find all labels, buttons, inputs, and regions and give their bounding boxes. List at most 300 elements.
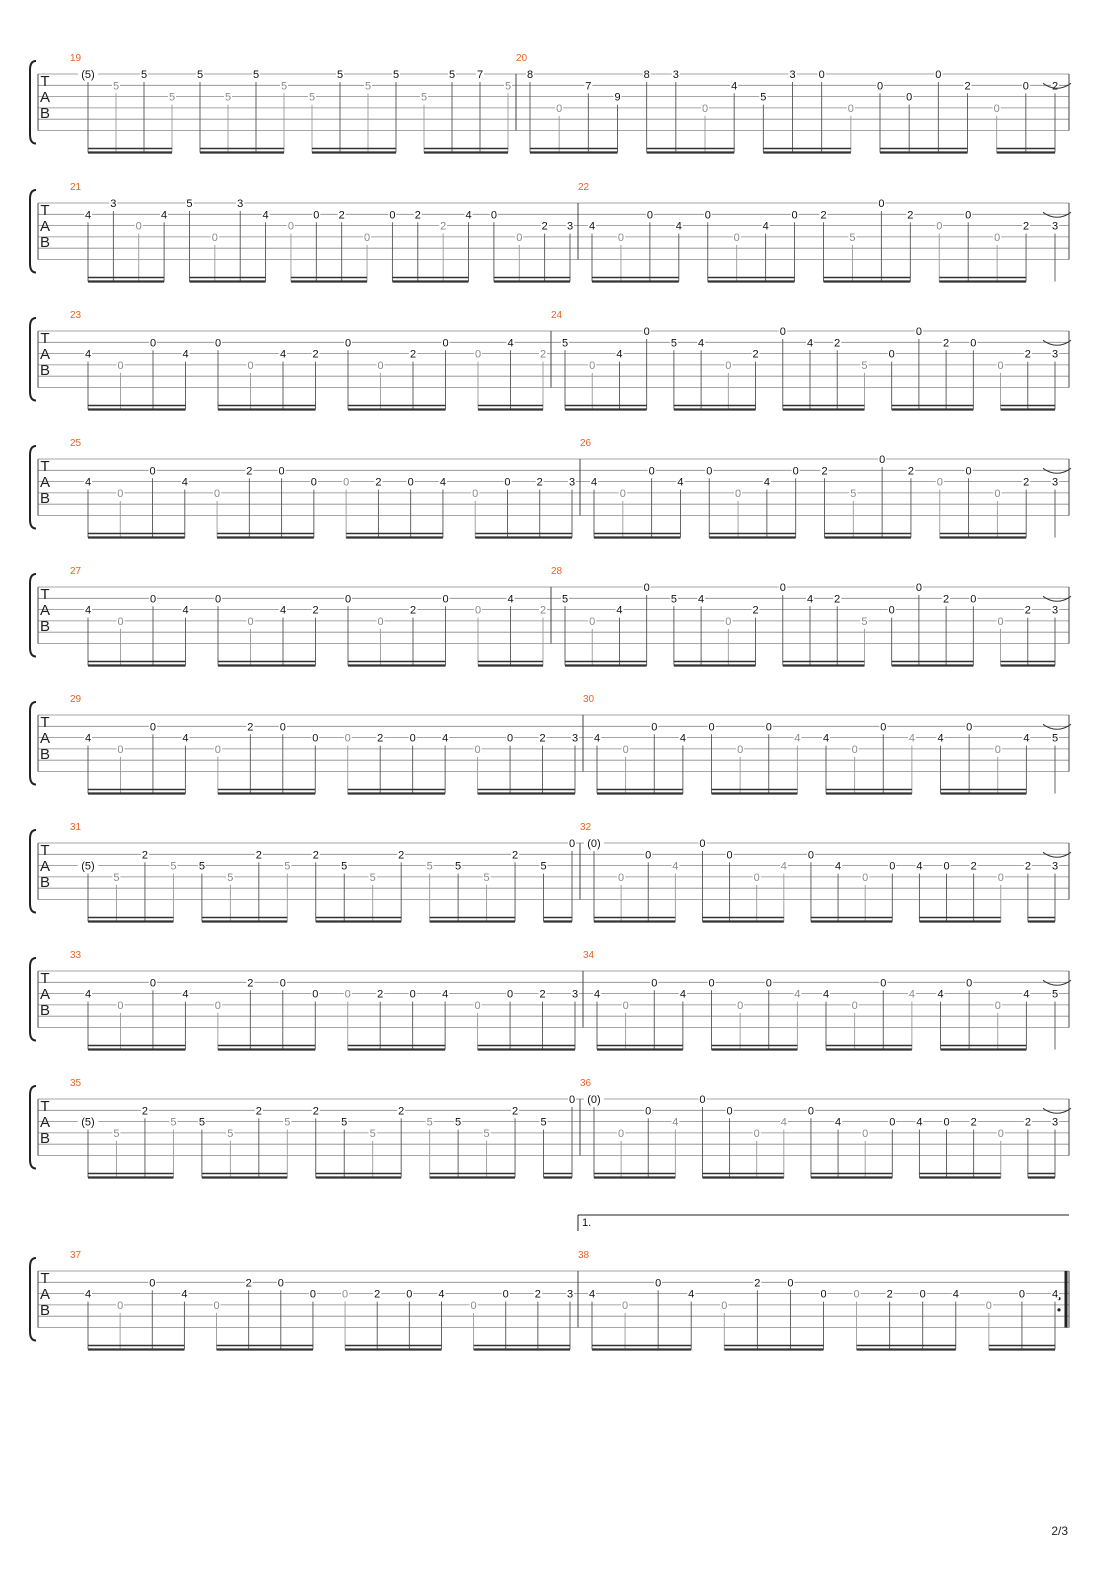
fret-number: 5 bbox=[224, 91, 232, 104]
fret-number: 0 bbox=[645, 1105, 652, 1118]
fret-number: 4 bbox=[1023, 988, 1030, 1001]
fret-number: 0 bbox=[117, 1299, 124, 1312]
fret-number: 4 bbox=[593, 988, 601, 1001]
fret-number: 2 bbox=[374, 1288, 381, 1301]
fret-number: 0 bbox=[853, 1288, 860, 1301]
fret-number: 0 bbox=[787, 1277, 794, 1290]
fret-number: 0 bbox=[943, 860, 950, 873]
fret-number: 0 bbox=[765, 977, 772, 990]
fret-number: 0 bbox=[862, 1127, 869, 1140]
fret-number: 3 bbox=[1051, 604, 1059, 617]
fret-number: 4 bbox=[590, 476, 598, 489]
fret-number: 0 bbox=[149, 465, 156, 478]
fret-number: 2 bbox=[907, 465, 914, 478]
fret-number: 4 bbox=[763, 476, 770, 489]
fret-number: 0 bbox=[997, 871, 1004, 884]
tie-arc bbox=[1043, 468, 1071, 473]
measure bbox=[580, 1078, 1059, 1178]
fret-number: 5 bbox=[540, 860, 547, 873]
fret-number: 5 bbox=[420, 91, 428, 104]
tab-system bbox=[30, 566, 1071, 666]
fret-number: 3 bbox=[1051, 476, 1059, 489]
fret-number: 2 bbox=[398, 849, 405, 862]
fret-number: 2 bbox=[943, 593, 950, 606]
fret-number: 0 bbox=[474, 604, 482, 617]
fret-number: 4 bbox=[181, 476, 188, 489]
fret-number: 2 bbox=[1024, 604, 1031, 617]
fret-number: 0 bbox=[507, 732, 514, 745]
measure-number: 21 bbox=[70, 182, 82, 193]
fret-number: 3 bbox=[566, 1288, 574, 1301]
fret-number: 0 bbox=[312, 732, 319, 745]
fret-number: 3 bbox=[1051, 348, 1059, 361]
fret-number: 5 bbox=[670, 337, 677, 350]
system-brace bbox=[30, 702, 36, 785]
fret-number: 0 bbox=[214, 337, 222, 350]
fret-number: 0 bbox=[474, 999, 481, 1012]
fret-number: 4 bbox=[438, 1288, 445, 1301]
fret-number: 4 bbox=[679, 732, 686, 745]
measure-number: 24 bbox=[551, 310, 563, 321]
tab-letter: B bbox=[39, 874, 51, 891]
fret-number: 0 bbox=[589, 359, 596, 372]
fret-number: 0 bbox=[889, 1116, 896, 1129]
fret-number: 4 bbox=[507, 593, 514, 606]
fret-number: 4 bbox=[84, 604, 92, 617]
measure-number: 34 bbox=[583, 950, 595, 961]
fret-number: 4 bbox=[507, 337, 514, 350]
fret-number: 0 bbox=[645, 849, 652, 862]
measure bbox=[551, 310, 1059, 410]
fret-number: 0 bbox=[568, 838, 576, 850]
tab-letter: T bbox=[40, 970, 50, 987]
fret-number: 0 bbox=[994, 743, 1001, 756]
system-brace bbox=[30, 574, 36, 657]
fret-number: 0 bbox=[965, 209, 972, 222]
fret-number: 2 bbox=[312, 604, 319, 617]
fret-number: 5 bbox=[540, 1116, 547, 1129]
fret-number: 0 bbox=[622, 1299, 629, 1312]
measure-number: 28 bbox=[551, 566, 563, 577]
fret-number: 0 bbox=[906, 91, 913, 104]
fret-number: 2 bbox=[440, 220, 447, 233]
fret-number: 0 bbox=[851, 743, 858, 756]
fret-number: 3 bbox=[237, 198, 244, 210]
measure-number: 35 bbox=[70, 1078, 82, 1089]
fret-number: 2 bbox=[338, 209, 345, 222]
fret-number: 2 bbox=[821, 465, 828, 478]
fret-number: 5 bbox=[113, 1127, 120, 1140]
system-brace bbox=[30, 830, 36, 913]
tab-letter: B bbox=[39, 490, 51, 507]
fret-number: 0 bbox=[344, 593, 352, 606]
fret-number: 5 bbox=[196, 69, 204, 81]
fret-number: 0 bbox=[919, 1288, 926, 1301]
fret-number: 5 bbox=[252, 69, 260, 81]
measure bbox=[70, 694, 579, 794]
fret-number: 5 bbox=[561, 337, 569, 350]
fret-number: 4 bbox=[698, 593, 705, 606]
fret-number: 0 bbox=[936, 476, 943, 489]
fret-number: 0 bbox=[936, 220, 943, 233]
tab-letter: T bbox=[40, 714, 50, 731]
fret-number: 5 bbox=[280, 80, 288, 93]
fret-number: 4 bbox=[439, 476, 446, 489]
fret-number: 0 bbox=[279, 721, 286, 734]
fret-number: 2 bbox=[409, 604, 417, 617]
fret-number: 5 bbox=[455, 860, 462, 873]
fret-number: 0 bbox=[725, 359, 732, 372]
fret-number: 3 bbox=[568, 476, 576, 489]
fret-number: 4 bbox=[952, 1288, 959, 1301]
fret-number: 0 bbox=[377, 359, 384, 372]
fret-number: 2 bbox=[141, 1105, 149, 1118]
measure bbox=[583, 694, 1059, 794]
fret-number: 0 bbox=[970, 337, 977, 350]
fret-number: 0 bbox=[847, 102, 854, 115]
fret-number: 4 bbox=[182, 348, 189, 361]
fret-number: 0 bbox=[622, 743, 629, 756]
measure-number: 20 bbox=[516, 53, 528, 64]
fret-number: 4 bbox=[780, 860, 787, 873]
fret-number: 0 bbox=[247, 359, 254, 372]
tab-system bbox=[30, 950, 1071, 1050]
tab-letter: A bbox=[39, 1286, 51, 1303]
fret-number: 0 bbox=[149, 593, 157, 606]
fret-number: 0 bbox=[646, 209, 653, 222]
fret-number: 4 bbox=[84, 1288, 92, 1301]
fret-number: 0 bbox=[737, 743, 744, 756]
fret-number: 0 bbox=[442, 337, 449, 350]
fret-number: 0 bbox=[699, 1094, 706, 1106]
fret-number: 0 bbox=[618, 871, 625, 884]
fret-number: 0 bbox=[807, 849, 815, 862]
fret-number: 0 bbox=[618, 1127, 625, 1140]
fret-number: 4 bbox=[688, 1288, 695, 1301]
fret-number: 2 bbox=[834, 593, 841, 606]
fret-number: 0 bbox=[214, 743, 221, 756]
fret-number: (5) bbox=[81, 1116, 95, 1129]
fret-number: 4 bbox=[1023, 732, 1030, 745]
fret-number: 4 bbox=[84, 209, 92, 222]
fret-number: 2 bbox=[907, 209, 914, 222]
fret-number: 4 bbox=[698, 337, 705, 350]
fret-number: 0 bbox=[213, 1299, 220, 1312]
fret-number: 0 bbox=[278, 465, 285, 478]
fret-number: 0 bbox=[965, 465, 972, 478]
fret-number: 5 bbox=[170, 1116, 177, 1129]
fret-number: 0 bbox=[993, 102, 1000, 115]
repeat-dot bbox=[1057, 1308, 1060, 1311]
fret-number: 0 bbox=[344, 988, 351, 1001]
fret-number: 0 bbox=[643, 326, 650, 338]
measure bbox=[578, 182, 1059, 282]
system-brace bbox=[30, 1086, 36, 1169]
tab-letter: A bbox=[39, 474, 51, 491]
fret-number: 0 bbox=[313, 209, 320, 222]
fret-number: 0 bbox=[568, 1094, 576, 1106]
measure bbox=[583, 950, 1059, 1050]
fret-number: 5 bbox=[849, 231, 856, 244]
fret-number: 2 bbox=[752, 604, 759, 617]
fret-number: 4 bbox=[616, 348, 623, 361]
fret-number: 0 bbox=[862, 871, 869, 884]
fret-number: 3 bbox=[1051, 1116, 1059, 1129]
tab-letter: T bbox=[40, 458, 50, 475]
fret-number: 0 bbox=[879, 454, 886, 466]
tab-letter: A bbox=[39, 986, 51, 1003]
tie-arc bbox=[1043, 212, 1071, 217]
tie-arc bbox=[1043, 852, 1071, 857]
fret-number: 5 bbox=[341, 860, 348, 873]
measure bbox=[551, 566, 1059, 666]
fret-number: 8 bbox=[643, 69, 650, 81]
fret-number: 0 bbox=[970, 593, 977, 606]
fret-number: 4 bbox=[84, 732, 92, 745]
fret-number: 0 bbox=[851, 999, 858, 1012]
fret-number: 2 bbox=[398, 1105, 405, 1118]
fret-number: 0 bbox=[997, 615, 1004, 628]
fret-number: 0 bbox=[643, 582, 650, 594]
fret-number: 2 bbox=[414, 209, 421, 222]
measure bbox=[70, 438, 576, 538]
fret-number: 0 bbox=[701, 102, 709, 115]
measure-number: 30 bbox=[583, 694, 595, 705]
measure-number: 29 bbox=[70, 694, 82, 705]
fret-number: 2 bbox=[377, 732, 384, 745]
fret-number: 0 bbox=[312, 988, 319, 1001]
fret-number: 0 bbox=[997, 1127, 1004, 1140]
fret-number: 0 bbox=[985, 1299, 992, 1312]
fret-number: 0 bbox=[753, 1127, 760, 1140]
fret-number: 2 bbox=[247, 977, 254, 990]
fret-number: 0 bbox=[994, 487, 1001, 500]
tab-letter: T bbox=[40, 202, 50, 219]
fret-number: 0 bbox=[651, 721, 658, 734]
fret-number: 2 bbox=[1024, 1116, 1031, 1129]
fret-number: 0 bbox=[343, 476, 350, 489]
fret-number: 0 bbox=[966, 721, 973, 734]
tab-letter: B bbox=[39, 105, 51, 122]
system-brace bbox=[30, 318, 36, 401]
fret-number: 0 bbox=[149, 1277, 156, 1290]
fret-number: 0 bbox=[876, 80, 884, 93]
measure bbox=[70, 53, 512, 153]
measure bbox=[70, 822, 576, 922]
fret-number: 5 bbox=[561, 593, 569, 606]
fret-number: 5 bbox=[760, 91, 767, 104]
tab-system bbox=[30, 1215, 1069, 1350]
fret-number: 4 bbox=[834, 860, 842, 873]
fret-number: (0) bbox=[587, 838, 601, 850]
fret-number: 0 bbox=[880, 977, 887, 990]
fret-number: 4 bbox=[937, 732, 944, 745]
fret-number: 4 bbox=[937, 988, 944, 1001]
fret-number: 5 bbox=[198, 1116, 205, 1129]
measure-number: 22 bbox=[578, 182, 590, 193]
fret-number: 2 bbox=[834, 337, 841, 350]
measure-number: 23 bbox=[70, 310, 82, 321]
fret-number: 2 bbox=[511, 1105, 519, 1118]
fret-number: 0 bbox=[287, 220, 295, 233]
tab-system bbox=[30, 310, 1071, 410]
page-number: 2/3 bbox=[1051, 1524, 1068, 1538]
fret-number: 4 bbox=[588, 220, 596, 233]
measure bbox=[70, 950, 579, 1050]
fret-number: 0 bbox=[726, 849, 733, 862]
fret-number: 2 bbox=[247, 721, 254, 734]
fret-number: 4 bbox=[279, 348, 287, 361]
fret-number: 4 bbox=[806, 337, 814, 350]
fret-number: 5 bbox=[284, 860, 291, 873]
fret-number: 4 bbox=[182, 988, 189, 1001]
tab-letter: T bbox=[40, 1098, 50, 1115]
tab-letter: B bbox=[39, 362, 51, 379]
tie-arc bbox=[1043, 340, 1071, 345]
fret-number: 2 bbox=[534, 1288, 541, 1301]
fret-number: 4 bbox=[908, 732, 915, 745]
fret-number: 3 bbox=[571, 988, 579, 1001]
measure-number: 37 bbox=[70, 1250, 82, 1261]
fret-number: 2 bbox=[255, 849, 262, 862]
fret-number: 2 bbox=[511, 849, 519, 862]
tab-letter: A bbox=[39, 730, 51, 747]
volta-label: 1. bbox=[582, 1217, 592, 1229]
tab-letter: A bbox=[39, 218, 51, 235]
system-brace bbox=[30, 958, 36, 1041]
fret-number: 0 bbox=[994, 999, 1001, 1012]
measure bbox=[70, 566, 547, 666]
tab-system bbox=[30, 438, 1071, 538]
fret-number: 0 bbox=[753, 871, 760, 884]
system-brace bbox=[30, 190, 36, 273]
fret-number: 0 bbox=[309, 1288, 316, 1301]
fret-number: 3 bbox=[1051, 860, 1059, 873]
fret-number: 3 bbox=[110, 198, 117, 210]
fret-number: 0 bbox=[725, 615, 732, 628]
fret-number: 4 bbox=[672, 1116, 679, 1129]
tab-letter: T bbox=[40, 586, 50, 603]
fret-number: 4 bbox=[794, 988, 801, 1001]
fret-number: 2 bbox=[1024, 860, 1031, 873]
fret-number: 0 bbox=[706, 465, 713, 478]
fret-number: 3 bbox=[789, 69, 796, 81]
fret-number: 0 bbox=[279, 977, 286, 990]
fret-number: (5) bbox=[81, 860, 95, 873]
tab-letter: B bbox=[39, 746, 51, 763]
fret-number: 2 bbox=[943, 337, 950, 350]
fret-number: 4 bbox=[806, 593, 814, 606]
fret-number: 0 bbox=[791, 209, 798, 222]
fret-number: 4 bbox=[675, 220, 682, 233]
tie-arc bbox=[1043, 596, 1071, 601]
fret-number: 3 bbox=[672, 69, 679, 81]
fret-number: 0 bbox=[589, 615, 596, 628]
fret-number: 0 bbox=[407, 476, 414, 489]
fret-number: 2 bbox=[539, 988, 546, 1001]
fret-number: 5 bbox=[341, 1116, 348, 1129]
fret-number: 5 bbox=[392, 69, 400, 81]
fret-number: 0 bbox=[117, 743, 124, 756]
fret-number: 4 bbox=[677, 476, 684, 489]
fret-number: 5 bbox=[168, 91, 176, 104]
fret-number: 2 bbox=[375, 476, 382, 489]
tab-letter: A bbox=[39, 89, 51, 106]
fret-number: 0 bbox=[504, 476, 511, 489]
fret-number: 5 bbox=[140, 69, 148, 81]
fret-number: 4 bbox=[593, 732, 601, 745]
fret-number: 4 bbox=[1051, 1288, 1059, 1301]
fret-number: 0 bbox=[943, 1116, 950, 1129]
fret-number: 4 bbox=[181, 1288, 188, 1301]
fret-number: 2 bbox=[245, 1277, 252, 1290]
measure-number: 33 bbox=[70, 950, 82, 961]
fret-number: 5 bbox=[1051, 988, 1059, 1001]
measure-number: 31 bbox=[70, 822, 82, 833]
fret-number: 5 bbox=[670, 593, 677, 606]
fret-number: 0 bbox=[807, 1105, 815, 1118]
fret-number: 5 bbox=[308, 91, 316, 104]
measure bbox=[70, 182, 574, 282]
fret-number: 4 bbox=[84, 988, 92, 1001]
fret-number: 0 bbox=[915, 326, 922, 338]
fret-number: 0 bbox=[708, 721, 715, 734]
fret-number: 4 bbox=[908, 988, 915, 1001]
measure bbox=[516, 53, 1059, 153]
system-brace bbox=[30, 61, 36, 144]
fret-number: 0 bbox=[704, 209, 711, 222]
fret-number: 2 bbox=[964, 80, 971, 93]
fret-number: 5 bbox=[186, 198, 193, 210]
tie-arc bbox=[1043, 980, 1071, 985]
fret-number: 0 bbox=[409, 988, 416, 1001]
tab-letter: B bbox=[39, 618, 51, 635]
fret-number: 4 bbox=[780, 1116, 787, 1129]
fret-number: 5 bbox=[1051, 732, 1059, 745]
fret-number: 5 bbox=[113, 871, 120, 884]
fret-number: 4 bbox=[794, 732, 801, 745]
fret-number: 0 bbox=[617, 231, 624, 244]
fret-number: 2 bbox=[539, 348, 547, 361]
fret-number: 0 bbox=[490, 209, 497, 222]
fret-number: 4 bbox=[442, 732, 449, 745]
fret-number: 0 bbox=[818, 69, 825, 81]
fret-number: 2 bbox=[312, 1105, 319, 1118]
measure-number: 19 bbox=[70, 53, 82, 64]
fret-number: 0 bbox=[117, 615, 124, 628]
fret-number: 0 bbox=[880, 721, 887, 734]
fret-number: 4 bbox=[182, 732, 189, 745]
fret-number: 0 bbox=[935, 69, 942, 81]
measure bbox=[70, 1078, 576, 1178]
fret-number: 2 bbox=[886, 1288, 893, 1301]
fret-number: 5 bbox=[861, 615, 868, 628]
tie-arc bbox=[1043, 1108, 1071, 1113]
fret-number: (0) bbox=[587, 1094, 601, 1106]
fret-number: 4 bbox=[672, 860, 679, 873]
fret-number: 2 bbox=[1051, 80, 1059, 93]
measure bbox=[70, 1250, 574, 1350]
fret-number: 0 bbox=[214, 593, 222, 606]
fret-number: 0 bbox=[502, 1288, 509, 1301]
fret-number: 5 bbox=[227, 1127, 234, 1140]
fret-number: 5 bbox=[504, 80, 512, 93]
fret-number: 5 bbox=[850, 487, 857, 500]
fret-number: 4 bbox=[822, 988, 830, 1001]
fret-number: 4 bbox=[262, 209, 269, 222]
fret-number: 2 bbox=[255, 1105, 262, 1118]
tab-system bbox=[30, 1078, 1071, 1178]
